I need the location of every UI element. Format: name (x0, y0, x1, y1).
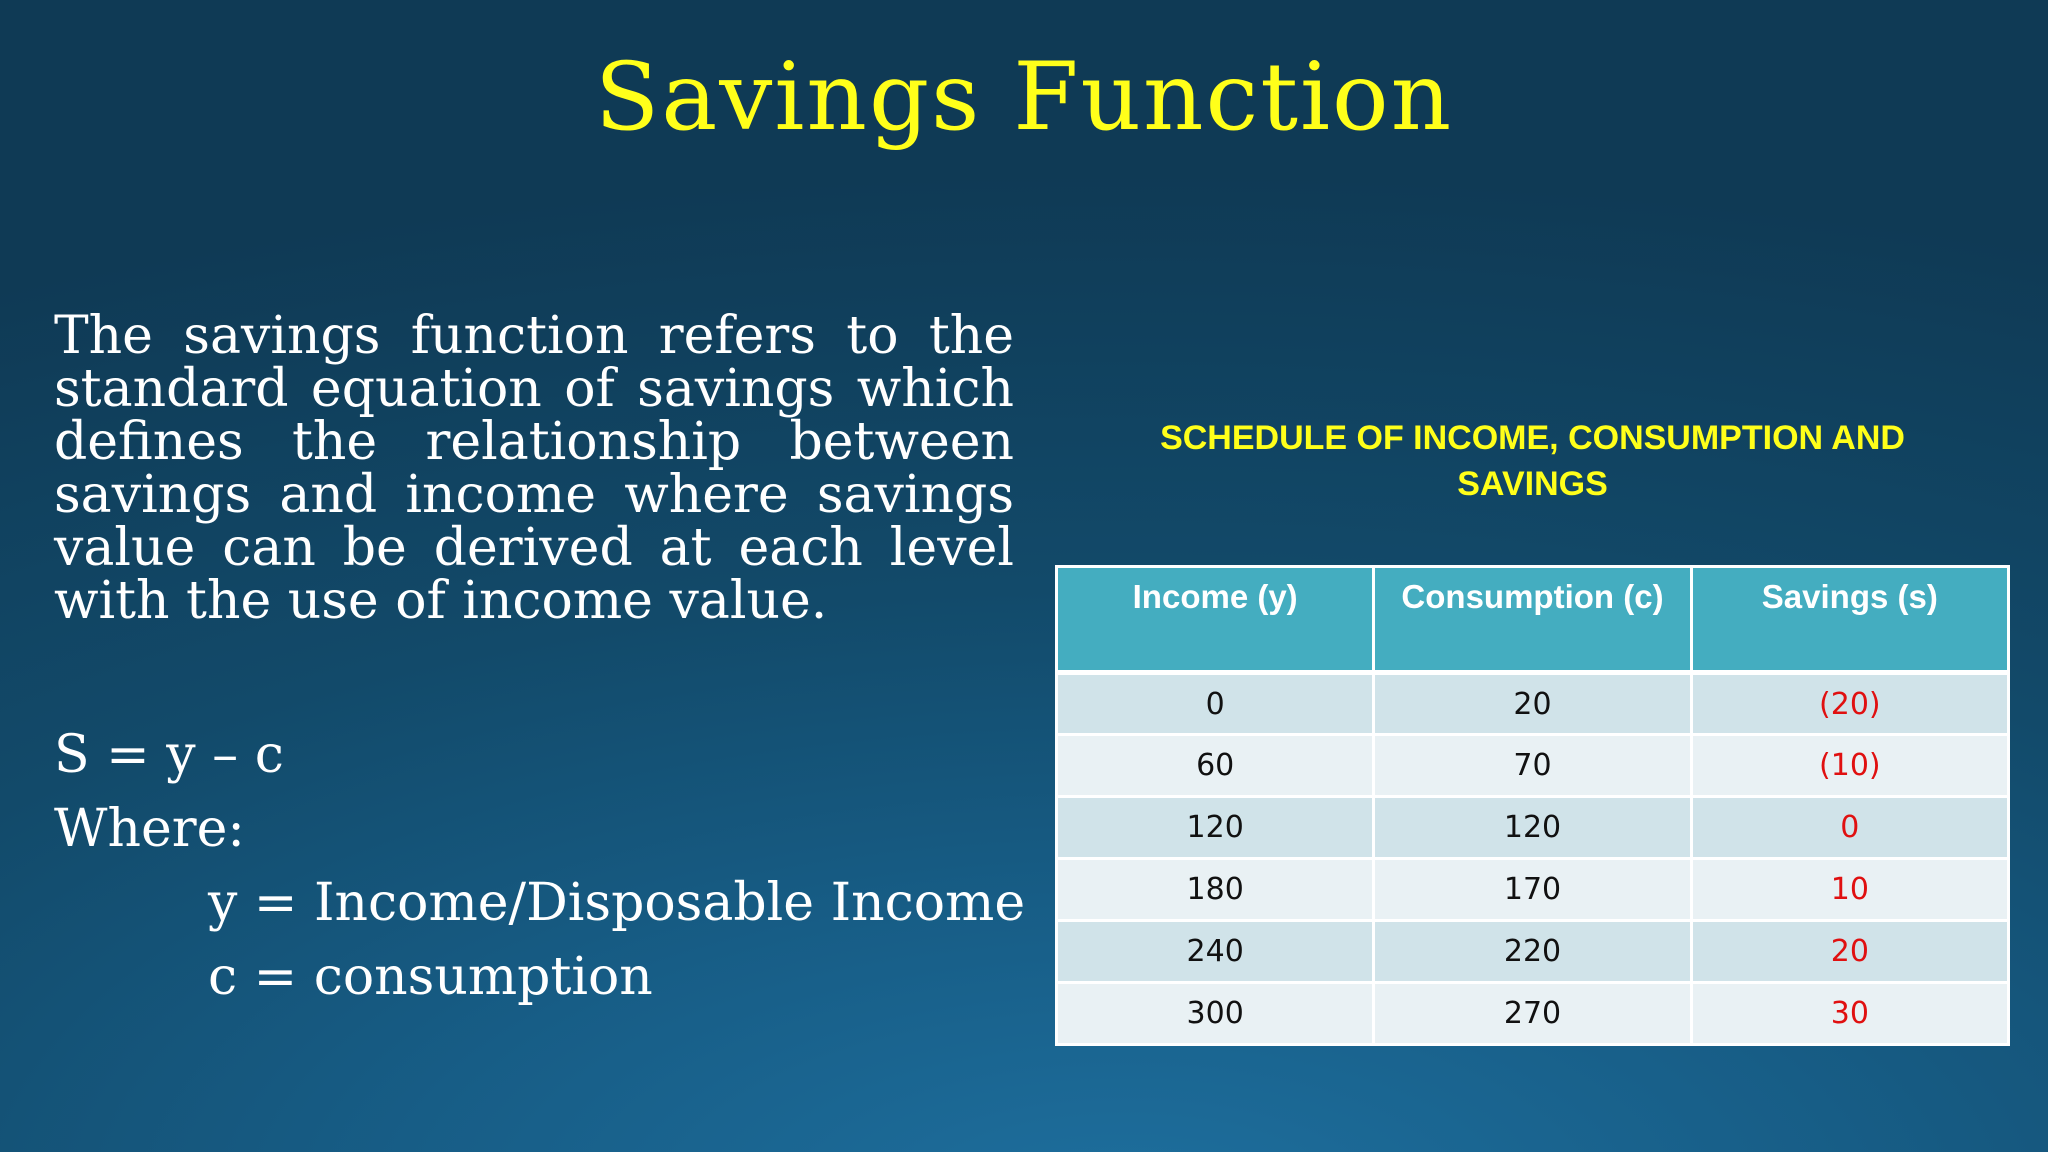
schedule-title (1055, 415, 2010, 507)
schedule-title-line1: SCHEDULE OF INCOME, CONSUMPTION AND (1160, 419, 1905, 457)
cell-income: 120 (1057, 797, 1374, 859)
slide-title: Savings Function (594, 43, 1454, 152)
cell-savings: (10) (1691, 735, 2008, 797)
schedule-table (1055, 565, 2010, 1046)
where-label: Where: (54, 799, 245, 859)
formula-block (54, 718, 1025, 1014)
definition-income: y = Income/Disposable Income (208, 873, 1026, 933)
table-row (1057, 797, 2009, 859)
table-row (1057, 921, 2009, 983)
cell-savings: 10 (1691, 859, 2008, 921)
cell-consumption: 270 (1374, 983, 1691, 1045)
header-savings: Savings (s) (1691, 567, 2008, 673)
header-income: Income (y) (1057, 567, 1374, 673)
cell-income: 0 (1057, 673, 1374, 735)
cell-consumption: 120 (1374, 797, 1691, 859)
cell-income: 60 (1057, 735, 1374, 797)
header-consumption: Consumption (c) (1374, 567, 1691, 673)
table-row (1057, 859, 2009, 921)
table-row (1057, 673, 2009, 735)
cell-income: 300 (1057, 983, 1374, 1045)
schedule-title-line2: SAVINGS (1457, 465, 1608, 503)
cell-income: 240 (1057, 921, 1374, 983)
cell-savings: 30 (1691, 983, 2008, 1045)
cell-consumption: 70 (1374, 735, 1691, 797)
table-row (1057, 735, 2009, 797)
cell-consumption: 170 (1374, 859, 1691, 921)
cell-consumption: 20 (1374, 673, 1691, 735)
cell-income: 180 (1057, 859, 1374, 921)
cell-savings: 20 (1691, 921, 2008, 983)
savings-formula: S = y – c (54, 725, 284, 785)
table-row (1057, 983, 2009, 1045)
cell-consumption: 220 (1374, 921, 1691, 983)
cell-savings: 0 (1691, 797, 2008, 859)
description-paragraph: The savings function refers to the standard equation of savings which defines the relationship between savings and income where savings value can be derived at each level with the use of income value. (54, 306, 1014, 631)
cell-savings: (20) (1691, 673, 2008, 735)
definition-consumption: c = consumption (208, 947, 653, 1007)
table-header-row (1057, 567, 2009, 673)
